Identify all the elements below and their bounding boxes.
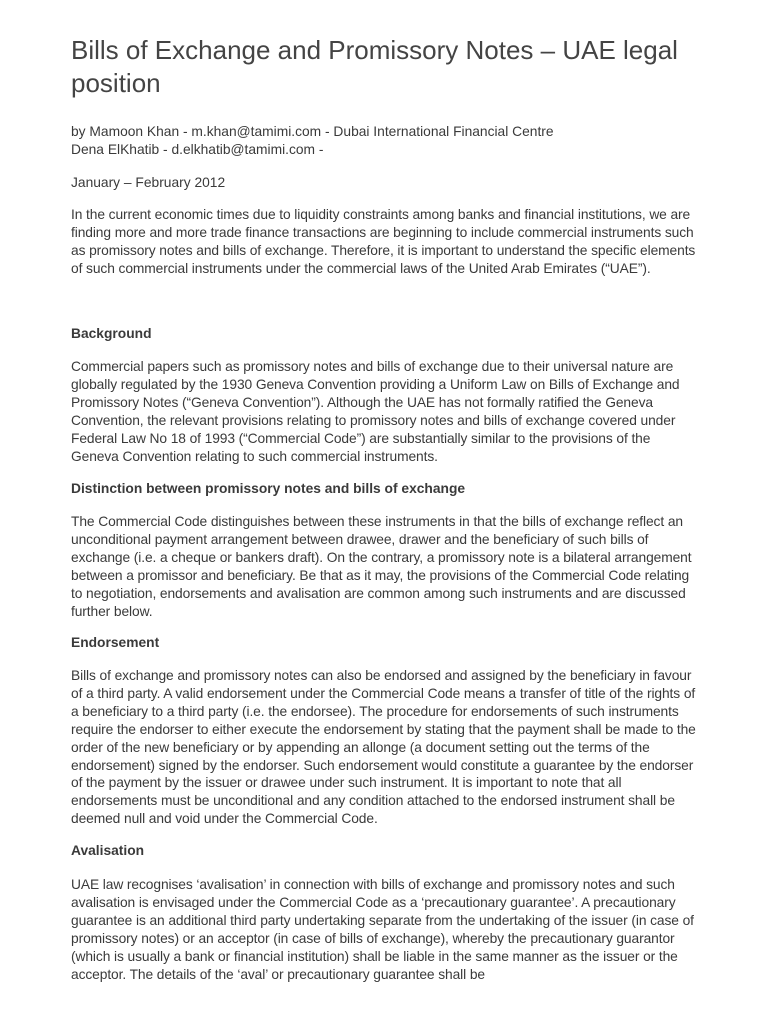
section-heading-endorsement: Endorsement [71,635,160,650]
section-body-avalisation: UAE law recognises ‘avalisation’ in connection with bills of exchange and promissory notes and such avalisation is envisaged under the Commercial Code as a ‘precautionary guarantee’. A precautionary guarantee is an additional third party undertaking separate from the undertaking of the issuer (in case of promissory notes) or an acceptor (in case of bills of exchange), whereby the precautionary guarantor (which is usually a bank or financial institution) shall be liable in the same manner as the issuer or the acceptor. The details of the ‘aval’ or precautionary guarantee shall be [71,877,694,982]
publication-date: January – February 2012 [71,175,226,190]
document-title: Bills of Exchange and Promissory Notes – UAE legal position [71,35,678,98]
section-body-background: Commercial papers such as promissory notes and bills of exchange due to their universal nature are globally regulated by the 1930 Geneva Convention providing a Uniform Law on Bills of Exchange and Promissory Notes (“Geneva Convention”). Although the UAE has not formally ratified the Geneva Convention, the relevant provisions relating to promissory notes and bills of exchange covered under Federal Law No 18 of 1993 (“Commercial Code”) are substantially similar to the provisions of the Geneva Convention relating to such commercial instruments. [71,359,680,464]
author-byline [71,123,554,159]
section-heading-distinction: Distinction between promissory notes and bills of exchange [71,481,466,496]
section-body-distinction: The Commercial Code distinguishes between these instruments in that the bills of exchange reflect an unconditional payment arrangement between drawee, drawer and the beneficiary of such bills of exchange (i.e. a cheque or bankers draft). On the contrary, a promissory note is a bilateral arrangement between a promissor and beneficiary. Be that as it may, the provisions of the Commercial Code relating to negotiation, endorsements and avalisation are common among such instruments and are discussed further below. [71,514,692,619]
author-line-1: by Mamoon Khan - m.khan@tamimi.com - Dubai International Financial Centre [71,124,554,139]
section-heading-background: Background [71,326,152,341]
section-body-endorsement: Bills of exchange and promissory notes can also be endorsed and assigned by the beneficiary in favour of a third party. A valid endorsement under the Commercial Code means a transfer of title of the rights of a beneficiary to a third party (i.e. the endorsee). The procedure for endorsements of such instruments require the endorser to either execute the endorsement by stating that the payment shall be made to the order of the new beneficiary or by appending an allonge (a document setting out the terms of the endorsement) signed by the endorser. Such endorsement would constitute a guarantee by the endorser of the payment by the issuer or drawee under such instrument. It is important to note that all endorsements must be unconditional and any condition attached to the endorsed instrument shall be deemed null and void under the Commercial Code. [71,668,696,827]
section-heading-avalisation: Avalisation [71,843,145,858]
author-line-2: Dena ElKhatib - d.elkhatib@tamimi.com - [71,142,324,157]
intro-paragraph: In the current economic times due to liquidity constraints among banks and financial institutions, we are finding more and more trade finance transactions are beginning to include commercial instruments such as promissory notes and bills of exchange. Therefore, it is important to understand the specific elements of such commercial instruments under the commercial laws of the United Arab Emirates (“UAE”). [71,207,696,276]
